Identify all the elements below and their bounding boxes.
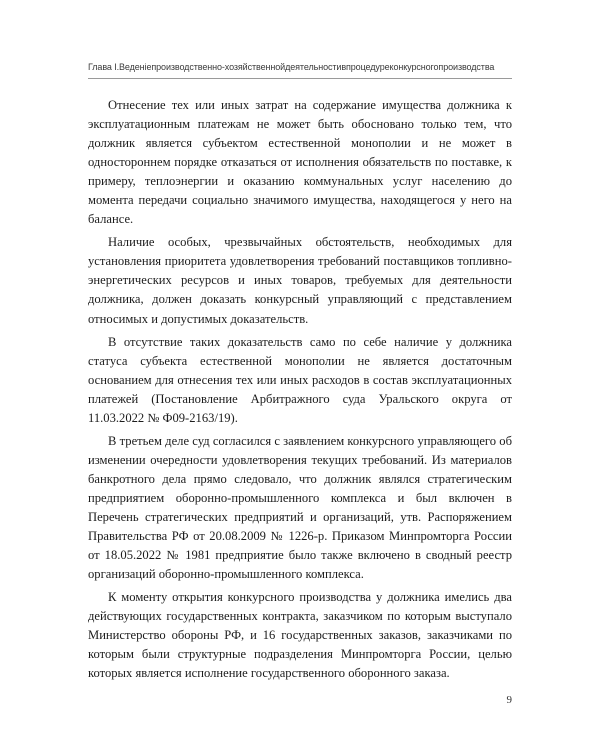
paragraph-4: В третьем деле суд согласился с заявлением конкурсного управляющего об изменении очередности удовлетворения текущих требований. Из материалов банкротного дела прямо следовало, что должник являлся стратегическим предприятием оборонно-промышленного комплекса и был включен в Перечень стратегических предприятий и организаций, утв. Распоряжением Правительства РФ от 20.08.2009 № 1226-р. Приказом Минпромторга России от 18.05.2022 № 1981 предприятие было также включено в сводный реестр организаций оборонно-промышленного комплекса.: [88, 433, 512, 582]
paragraph-1: Отнесение тех или иных затрат на содержание имущества должника к эксплуатационным платежам не может быть обосновано только тем, что должник является субъектом естественной монополии и не может в одностороннем порядке отказаться от исполнения обязательств по поставке, к примеру, теплоэнергии и оказанию коммунальных услуг населению до момента передачи социально значимого имущества, находящегося у него на балансе.: [88, 98, 512, 227]
running-head: Глава I.Веденieпроизводственно-хозяйственнойдеятельностивпроцедуреконкурсногопроизводства: [88, 62, 495, 72]
paragraph-2: Наличие особых, чрезвычайных обстоятельств, необходимых для установления приоритета удовлетворения требований поставщиков топливно-энергетических ресурсов и иных товаров, требуемых для деятельности должника, должен доказать конкурсный управляющий с представлением относимых и допустимых доказательств.: [88, 235, 512, 326]
paragraph-3: В отсутствие таких доказательств само по себе наличие у должника статуса субъекта естественной монополии не является достаточным основанием для отнесения тех или иных расходов в состав эксплуатационных платежей (Постановление Арбитражного суда Уральского округа от 11.03.2022 № Ф09-2163/19).: [88, 334, 512, 425]
page-number: 9: [506, 694, 512, 706]
paragraph-5: К моменту открытия конкурсного производства у должника имелись два действующих государственных контракта, заказчиком по которым выступало Министерство обороны РФ, и 16 государственных заказов, заказчиками по которым были структурные подразделения Минпромторга России, целью которых является исполнение государственного оборонного заказа.: [88, 590, 512, 681]
body-text: [88, 96, 512, 687]
header-rule: [88, 78, 512, 79]
